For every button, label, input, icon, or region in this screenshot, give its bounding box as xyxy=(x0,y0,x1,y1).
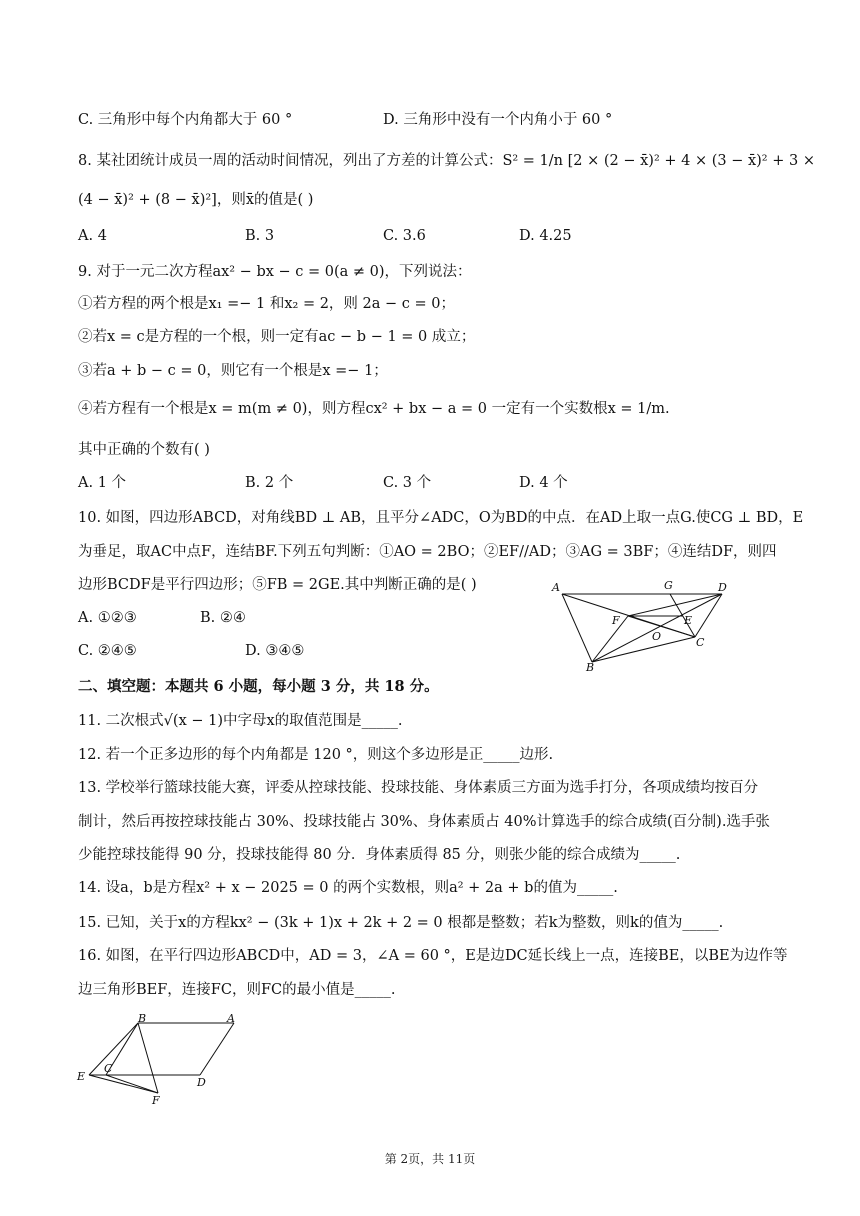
q9-option-b: B. 2 个 xyxy=(245,475,294,491)
q10-stem-line2: 为垂足，取AC中点F，连结BF.下列五句判断：①AO = 2BO；②EF//AD；③AG = 3BF；④连结DF，则四 xyxy=(78,544,777,560)
q16-label-c: C xyxy=(104,1062,113,1075)
q8-option-d: D. 4.25 xyxy=(519,228,572,244)
q10-segment-fd xyxy=(628,594,722,616)
q10-label-e: E xyxy=(684,614,693,627)
q10-label-b: B xyxy=(586,661,595,673)
q7-option-c: C. 三角形中每个内角都大于 60 ° xyxy=(78,112,293,128)
q10-label-f: F xyxy=(612,614,620,627)
q16-label-a: A xyxy=(227,1012,235,1025)
q8-option-c: C. 3.6 xyxy=(383,228,426,244)
q8-option-a: A. 4 xyxy=(78,228,107,244)
q10-diagonal-bd xyxy=(592,594,722,662)
q9-option-c: C. 3 个 xyxy=(383,475,432,491)
q10-label-d: D xyxy=(718,581,727,594)
q10-stem-line1: 10. 如图，四边形ABCD，对角线BD ⊥ AB，且平分∠ADC，O为BD的中点．在AD上取一点G.使CG ⊥ BD，E xyxy=(78,510,804,526)
q16-edge-ad xyxy=(200,1023,234,1075)
q16-segment-bf xyxy=(138,1023,158,1093)
q10-edge-bc xyxy=(592,637,695,662)
q10-stem-line3: 边形BCDF是平行四边形；⑤FB = 2GE.其中判断正确的是( ) xyxy=(78,577,477,593)
q16-label-e: E xyxy=(77,1070,86,1083)
q8-stem-line1: 8. 某社团统计成员一周的活动时间情况，列出了方差的计算公式：S² = 1/n [2 × (2 − x̄)² + 4 × (3 − x̄)² + 3 × xyxy=(78,153,815,169)
q13-line2: 制计，然后再按控球技能占 30%、投球技能占 30%、身体素质占 40%计算选手的综合成绩(百分制).选手张 xyxy=(78,814,770,830)
q10-option-c: C. ②④⑤ xyxy=(78,643,137,659)
q9-statement-3: ③若a + b − c = 0，则它有一个根是x =− 1； xyxy=(78,363,388,379)
q13-line3: 少能控球技能得 90 分，投球技能得 80 分．身体素质得 85 分，则张少能的综合成绩为_____. xyxy=(78,847,681,863)
q9-statement-1: ①若方程的两个根是x₁ =− 1 和x₂ = 2，则 2a − c = 0； xyxy=(78,296,455,312)
q16-segment-fc xyxy=(106,1075,158,1093)
q10-label-a: A xyxy=(552,581,560,594)
q16-label-f: F xyxy=(152,1094,160,1107)
q12: 12. 若一个正多边形的每个内角都是 120 °，则这个多边形是正_____边形. xyxy=(78,747,554,763)
q10-label-c: C xyxy=(696,636,705,649)
q9-statement-2: ②若x = c是方程的一个根，则一定有ac − b − 1 = 0 成立； xyxy=(78,329,476,345)
q16-label-d: D xyxy=(197,1076,206,1089)
q14: 14. 设a，b是方程x² + x − 2025 = 0 的两个实数根，则a² + 2a + b的值为_____. xyxy=(78,880,618,896)
q16-segment-be xyxy=(89,1023,138,1075)
q9-option-d: D. 4 个 xyxy=(519,475,568,491)
q8-option-b: B. 3 xyxy=(245,228,275,244)
q16-segment-ef xyxy=(89,1075,158,1093)
q10-option-b: B. ②④ xyxy=(200,610,246,626)
q9-option-a: A. 1 个 xyxy=(78,475,127,491)
page-footer: 第 2页，共 11页 xyxy=(384,1152,476,1166)
q9-statement-4: ④若方程有一个根是x = m(m ≠ 0)，则方程cx² + bx − a = 0 一定有一个实数根x = 1/m. xyxy=(78,401,670,417)
section-2-heading: 二、填空题：本题共 6 小题，每小题 3 分，共 18 分。 xyxy=(78,678,439,695)
q10-label-o: O xyxy=(652,630,662,643)
q11: 11. 二次根式√(x − 1)中字母x的取值范围是_____. xyxy=(78,713,403,729)
q7-option-d: D. 三角形中没有一个内角小于 60 ° xyxy=(383,112,613,128)
q10-label-g: G xyxy=(664,579,673,592)
q16-line2: 边三角形BEF，连接FC，则FC的最小值是_____. xyxy=(78,982,396,998)
q15: 15. 已知，关于x的方程kx² − (3k + 1)x + 2k + 2 = 0 根都是整数；若k为整数，则k的值为_____. xyxy=(78,915,724,931)
q10-edge-ab xyxy=(562,594,592,662)
q16-label-b: B xyxy=(138,1012,147,1025)
q10-option-d: D. ③④⑤ xyxy=(245,643,305,659)
q10-figure xyxy=(548,578,738,673)
q10-segment-bf xyxy=(592,616,628,662)
q9-question: 其中正确的个数有( ) xyxy=(78,442,210,458)
q16-line1: 16. 如图，在平行四边形ABCD中，AD = 3，∠A = 60 °，E是边DC延长线上一点，连接BE，以BE为边作等 xyxy=(78,948,788,964)
q8-stem-line2: (4 − x̄)² + (8 − x̄)²]，则x̄的值是( ) xyxy=(78,192,314,208)
q9-stem: 9. 对于一元二次方程ax² − bx − c = 0(a ≠ 0)，下列说法： xyxy=(78,264,472,280)
q10-edge-dc xyxy=(695,594,722,637)
q16-figure xyxy=(72,1008,252,1113)
q10-option-a: A. ①②③ xyxy=(78,610,137,626)
q13-line1: 13. 学校举行篮球技能大赛，评委从控球技能、投球技能、身体素质三方面为选手打分，各项成绩均按百分 xyxy=(78,780,759,796)
